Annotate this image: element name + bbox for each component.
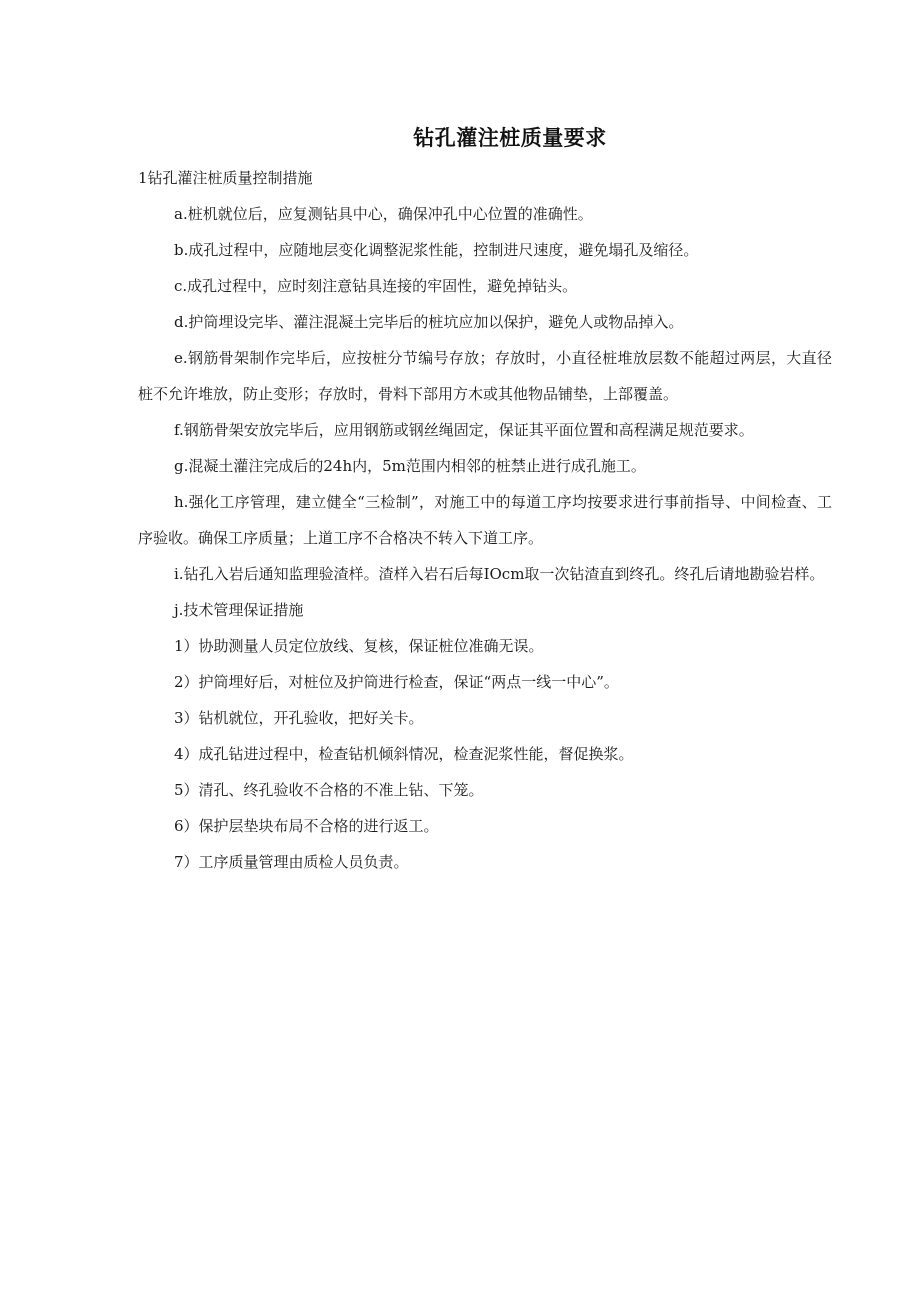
- list-item: 6）保护层垫块布局不合格的进行返工。: [174, 817, 439, 835]
- paragraph-j: j.技术管理保证措施: [174, 601, 304, 619]
- paragraph-g: g.混凝土灌注完成后的24h内，5m范围内相邻的桩禁止进行成孔施工。: [174, 457, 646, 475]
- list-item: 1）协助测量人员定位放线、复核，保证桩位准确无误。: [174, 637, 544, 655]
- list-item: 7）工序质量管理由质检人员负责。: [174, 853, 409, 871]
- list-item: 3）钻机就位，开孔验收，把好关卡。: [174, 709, 424, 727]
- paragraph-c: c.成孔过程中，应时刻注意钻具连接的牢固性，避免掉钻头。: [174, 277, 578, 295]
- paragraph-f: f.钢筋骨架安放完毕后，应用钢筋或钢丝绳固定，保证其平面位置和高程满足规范要求。: [174, 421, 754, 439]
- list-item: 5）清孔、终孔验收不合格的不准上钻、下笼。: [174, 781, 484, 799]
- paragraph-b: b.成孔过程中，应随地层变化调整泥浆性能，控制进尺速度，避免塌孔及缩径。: [174, 241, 699, 259]
- paragraph-e: e.钢筋骨架制作完毕后，应按桩分节编号存放；存放时，小直径桩堆放层数不能超过两层，大直径桩不允许堆放，防止变形；存放时，骨料下部用方木或其他物品铺垫，上部覆盖。: [138, 349, 832, 403]
- paragraph-a: a.桩机就位后，应复测钻具中心，确保冲孔中心位置的准确性。: [174, 205, 593, 223]
- paragraph-h: h.强化工序管理，建立健全“三检制”，对施工中的每道工序均按要求进行事前指导、中间检查、工序验收。确保工序质量；上道工序不合格决不转入下道工序。: [138, 493, 832, 547]
- paragraph-d: d.护筒埋设完毕、灌注混凝土完毕后的桩坑应加以保护，避免人或物品掉入。: [174, 313, 684, 331]
- section-heading: 1钻孔灌注桩质量控制措施: [138, 169, 313, 187]
- list-item: 4）成孔钻进过程中，检查钻机倾斜情况，检查泥浆性能，督促换浆。: [174, 745, 634, 763]
- list-item: 2）护筒埋好后，对桩位及护筒进行检查，保证“两点一线一中心”。: [174, 673, 619, 691]
- document-title: 钻孔灌注桩质量要求: [413, 126, 607, 150]
- paragraph-i: i.钻孔入岩后通知监理验渣样。渣样入岩石后每IOcm取一次钻渣直到终孔。终孔后请地勘验岩样。: [174, 565, 825, 583]
